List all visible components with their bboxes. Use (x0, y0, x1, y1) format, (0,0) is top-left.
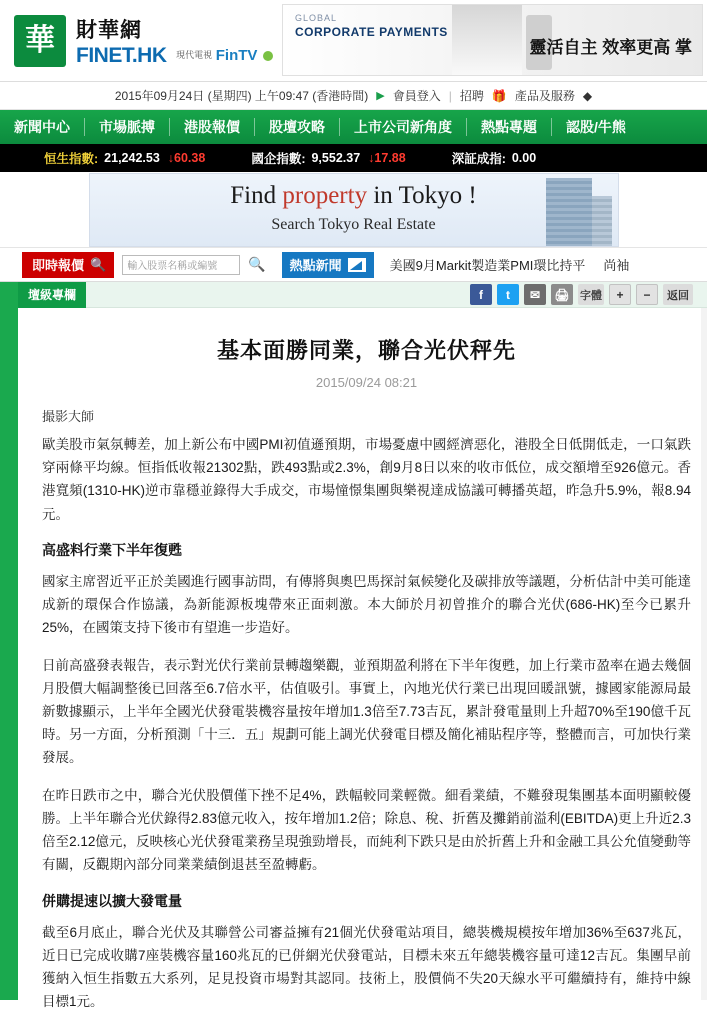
nav-item-warrants[interactable]: 認股/牛熊 (552, 117, 640, 137)
ticker-value-hscei: 9,552.37 (311, 151, 360, 165)
mail-icon[interactable]: ✉ (524, 284, 546, 305)
article-toolbar (18, 282, 707, 308)
facebook-icon[interactable]: f (470, 284, 492, 305)
share-tools (470, 284, 693, 305)
logo-text (76, 14, 273, 68)
magnifier-icon: 🔍 (90, 257, 106, 273)
member-login-link[interactable]: 會員登入 (393, 87, 441, 104)
main-navigation (0, 110, 707, 144)
products-services-link[interactable]: 產品及服務 (515, 87, 575, 104)
stock-search-input[interactable]: 輸入股票名稱或編號 (122, 255, 240, 275)
chart-icon (348, 258, 366, 272)
ad-headline-part3: in Tokyo ! (367, 182, 477, 209)
font-size-label: 字體 (578, 284, 604, 305)
fintv-label: FinTV (216, 47, 258, 64)
realtime-quote-button[interactable] (22, 252, 114, 278)
site-logo[interactable] (0, 0, 282, 82)
nav-item-hk-quotes[interactable]: 港股報價 (170, 117, 254, 137)
site-header (0, 0, 707, 82)
column-tab[interactable]: 壇級專欄 (18, 282, 86, 308)
ad-headline-part2: property (282, 182, 367, 209)
recruit-link[interactable]: 招聘 (460, 87, 484, 104)
gift-icon: 🎁 (492, 89, 507, 103)
ad-headline (90, 182, 618, 210)
article-timestamp: 2015/09/24 08:21 (42, 375, 691, 390)
twitter-icon[interactable]: t (497, 284, 519, 305)
font-increase-button[interactable]: + (609, 284, 631, 305)
logo-english-name: FINET.HK (76, 44, 167, 67)
search-icon[interactable]: 🔍 (248, 256, 265, 273)
ad-line-chinese: 靈活自主 效率更高 掌 (530, 33, 692, 58)
ticker-change-hsi: ↓60.38 (168, 151, 206, 165)
back-button[interactable]: 返回 (663, 284, 693, 305)
logo-subtitle: 現代電視 (176, 48, 212, 61)
ticker-value-szse: 0.00 (512, 151, 536, 165)
ad-line-corporate: CORPORATE PAYMENTS (295, 25, 448, 39)
nav-item-listed-companies[interactable]: 上市公司新角度 (340, 117, 466, 137)
page-scrollbar[interactable] (701, 282, 707, 1000)
mid-ad-wrapper (0, 172, 707, 248)
ticker-change-hscei: ↓17.88 (368, 151, 406, 165)
fintv-dot-icon (263, 51, 273, 61)
headline-ticker-item-2[interactable]: 尚袖 (603, 255, 629, 274)
date-strip (0, 82, 707, 110)
index-ticker (0, 144, 707, 172)
article-paragraph: 國家主席習近平正於美國進行國事訪問，有傳將與奧巴馬探討氣候變化及碳排放等議題，分析估計中美可能達成新的環保合作協議，為新能源板塊帶來正面刺激。本大師於月初曾推介的聯合光伏(686-HK)至今已累升25%，在國策支持下後市有望進一步造好。 (42, 570, 691, 640)
ticker-value-hsi: 21,242.53 (104, 151, 160, 165)
print-icon[interactable]: 🖨 (551, 284, 573, 305)
article-section-heading: 併購提速以擴大發電量 (42, 891, 691, 911)
top-ad-banner[interactable] (282, 4, 703, 76)
article-section-heading: 高盛料行業下半年復甦 (42, 540, 691, 560)
ticker-label-hsi: 恒生指數: (0, 149, 98, 167)
page-title: 基本面勝同業，聯合光伏秤先 (42, 334, 691, 365)
headline-ticker-item-1[interactable]: 美國9月Markit製造業PMI環比持平 (390, 255, 586, 274)
article-paragraph: 在昨日跌市之中，聯合光伏股價僅下挫不足4%，跌幅較同業輕微。細看業績，不難發現集團基本面明顯較優勝。上半年聯合光伏錄得2.83億元收入，按年增加1.2倍；除息、稅、折舊及攤銷前溢利(EBITDA)更上升近2.3倍至2.12億元，反映核心光伏發電業務呈現強勁增長，而純利下跌只是由於折舊上升和金融工具公允值變動等有關，反觀期內部分同業業績倒退甚至盈轉虧。 (42, 784, 691, 877)
left-green-rail (0, 282, 18, 1000)
nav-item-strategy[interactable]: 股壇攻略 (255, 117, 339, 137)
ad-subheadline: Search Tokyo Real Estate (90, 216, 618, 234)
ad-headline-part1: Find (230, 182, 282, 209)
quote-news-bar (0, 248, 707, 282)
realtime-quote-label: 即時報價 (32, 255, 84, 274)
datebar-arrow-icon[interactable]: ◆ (583, 89, 592, 103)
ad-line-global: GLOBAL (295, 13, 337, 23)
article-body (18, 308, 707, 1013)
tokyo-property-ad[interactable] (89, 173, 619, 247)
nav-item-news-center[interactable]: 新聞中心 (0, 117, 84, 137)
font-decrease-button[interactable]: − (636, 284, 658, 305)
nav-item-market-pulse[interactable]: 市場脈搏 (85, 117, 169, 137)
hot-news-label: 熱點新聞 (290, 255, 342, 274)
article-paragraph: 截至6月底止，聯合光伏及其聯營公司審益擁有21個光伏發電站項目，總裝機規模按年增加36%至637兆瓦，近日已完成收購7座裝機容量160兆瓦的已併網光伏發電站，目標未來五年總裝機容量可達12吉瓦。集團早前獲納入恒生指數五大系列，足見投資市場對其認同。技術上，股價倘不失20天線水平可繼續持有，維持中線目標1元。 (42, 921, 691, 1013)
play-icon[interactable]: ▶ (376, 89, 384, 102)
article-paragraph: 日前高盛發表報告，表示對光伏行業前景轉趨樂觀，並預期盈利將在下半年復甦，加上行業市盈率在過去幾個月股價大幅調整後已回落至6.7倍水平，估值吸引。事實上，內地光伏行業已出現回暖訊號，據國家能源局最新數據顯示，上半年全國光伏發電裝機容量按年增加1.3倍至7.73吉瓦，累計發電量則上升超70%至190億千瓦時。另一方面，分析預測「十三．五」規劃可能上調光伏發電目標及簡化補貼程序等，整體而言，可加快行業發展。 (42, 654, 691, 770)
datebar-separator: | (449, 89, 452, 103)
article-paragraph: 歐美股市氣氛轉差，加上新公布中國PMI初值遜預期，市場憂慮中國經濟惡化，港股全日低開低走，一口氣跌穿兩條平均線。恒指低收報21302點，跌493點或2.3%，創9月8日以來的收市低位，成交額增至926億元。香港寬頻(1310-HK)逆市靠穩並錄得大手成交，市場憧憬集團與樂視達成協議可轉播英超，昨急升5.9%，報8.94元。 (42, 433, 691, 526)
logo-chinese-name: 財華網 (76, 14, 273, 44)
hot-news-button[interactable] (282, 252, 374, 278)
logo-mark-icon: 華 (14, 15, 66, 67)
ad-shape-decoration (452, 5, 522, 76)
article-author: 撮影大師 (42, 406, 691, 425)
current-datetime: 2015年09月24日 (星期四) 上午09:47 (香港時間) (115, 87, 368, 104)
article-area (0, 282, 707, 1000)
ticker-label-hscei: 國企指數: (251, 149, 305, 167)
ticker-label-szse: 深証成指: (452, 149, 506, 167)
nav-item-hot-topics[interactable]: 熱點專題 (467, 117, 551, 137)
